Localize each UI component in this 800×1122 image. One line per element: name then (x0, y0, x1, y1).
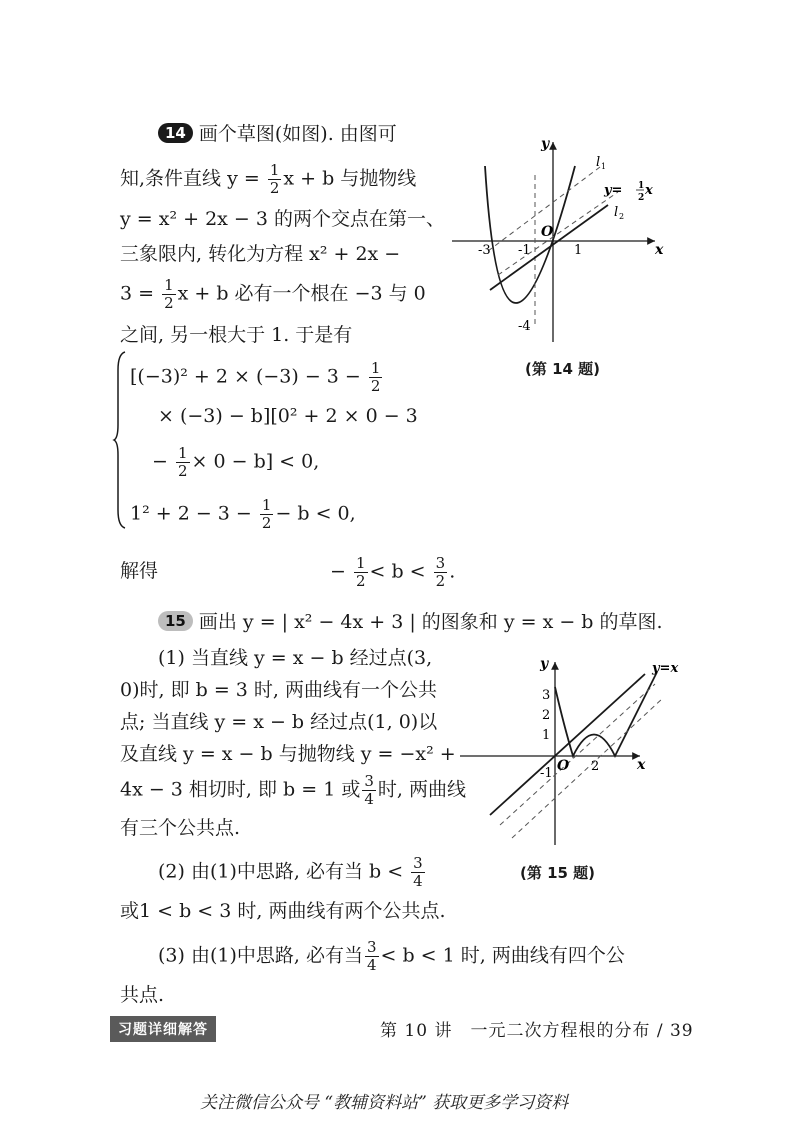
system-line-3: − $\frac{1}{2}$ × 0 − b] < 0, (152, 444, 320, 480)
label-x: x (637, 757, 646, 773)
caption-15: (第 15 题) (520, 864, 596, 882)
system-line-4: 1² + 2 − 3 − $\frac{1}{2}$ − b < 0, (130, 496, 356, 532)
system-line-2: × (−3) − b][0² + 2 × 0 − 3 (158, 405, 418, 427)
tick-m4: -4 (518, 319, 531, 334)
p15-line-4: 点; 当直线 y = x − b 经过点(1, 0)以 (120, 711, 438, 733)
label-origin: O (541, 224, 554, 240)
solve-result: − $\frac{1}{2}$ < b < $\frac{3}{2}$ . (330, 554, 456, 590)
figure-15 (460, 650, 685, 850)
system-line-1: [(−3)² + 2 × (−3) − 3 − $\frac{1}{2}$ (130, 359, 381, 395)
figure-14 (450, 130, 680, 345)
p15-line-9: 或1 < b < 3 时, 两曲线有两个公共点. (120, 900, 446, 922)
section-tag: 习题详细解答 (110, 1016, 216, 1042)
label-x: x (655, 242, 664, 258)
fraction-three-quarters: $\frac{3}{4}$ (364, 772, 374, 808)
line-l2 (498, 192, 618, 275)
p14-line-3: y = x² + 2x − 3 的两个交点在第一、 (120, 208, 445, 230)
left-brace (112, 350, 128, 530)
p15-line-7: 有三个公共点. (120, 817, 241, 839)
parabola (485, 166, 575, 303)
label-l1: l (596, 155, 601, 170)
tick-1: 1 (542, 728, 551, 743)
tick-3: 3 (542, 688, 551, 703)
p15-line-3: 0)时, 即 b = 3 时, 两曲线有一个公共 (120, 679, 437, 701)
solve-label: 解得 (120, 560, 159, 582)
caption-14: (第 14 题) (525, 360, 601, 378)
p15-line-6: 4x − 3 相切时, 即 b = 1 或 $\frac{3}{4}$ 时, 两曲线 (120, 772, 466, 808)
page-footer: 第 10 讲 一元二次方程根的分布 / 39 (380, 1021, 694, 1041)
p15-line-5: 及直线 y = x − b 与抛物线 y = −x² + (120, 743, 456, 765)
eq-frac-den: 2 (638, 193, 645, 203)
label-l2: l (614, 205, 619, 220)
eq-frac-num: 1 (638, 181, 645, 191)
problem-14-badge: 14 (158, 123, 193, 143)
p15-line-8: (2) 由(1)中思路, 必有当 b < $\frac{3}{4}$ (158, 854, 423, 890)
watermark: 关注微信公众号 “教辅资料站” 获取更多学习资料 (200, 1093, 569, 1113)
tick-2: 2 (542, 708, 551, 723)
problem-15-badge: 15 (158, 611, 193, 631)
abs-parabola (555, 672, 657, 756)
line-dashed-1 (500, 684, 655, 825)
fraction-half: $\frac{1}{2}$ (177, 444, 188, 480)
fraction-three-quarters: $\frac{3}{4}$ (366, 938, 377, 974)
p15-line-10: (3) 由(1)中思路, 必有当 $\frac{3}{4}$ < b < 1 时, 两曲线有四个公 (158, 938, 625, 974)
p14-line-5: 3 = $\frac{1}{2}$ x + b 必有一个根在 −3 与 0 (120, 276, 426, 312)
tick-x2: 2 (591, 759, 600, 774)
p14-line-1: 14 画个草图(如图). 由图可 (158, 121, 397, 147)
fraction-half: $\frac{1}{2}$ (355, 554, 366, 590)
p15-line-2: (1) 当直线 y = x − b 经过点(3, (158, 647, 433, 669)
p15-line-11: 共点. (120, 984, 165, 1006)
fraction-three-halves: $\frac{3}{2}$ (435, 554, 446, 590)
label-y: y (541, 136, 550, 152)
p14-line-4: 三象限内, 转化为方程 x² + 2x − (120, 243, 401, 265)
label-eq: y= (604, 183, 623, 198)
tick-m1: -1 (518, 243, 531, 258)
fraction-half: $\frac{1}{2}$ (269, 161, 280, 197)
tick-m1: -1 (540, 766, 553, 781)
p14-line-2: 知,条件直线 y = $\frac{1}{2}$ x + b 与抛物线 (120, 161, 417, 197)
tick-1: 1 (574, 243, 583, 258)
line-y-half-x (490, 205, 608, 290)
label-origin: O (557, 758, 570, 774)
eq-x: x (645, 183, 653, 198)
label-y: y (540, 656, 549, 672)
fraction-three-quarters: $\frac{3}{4}$ (413, 854, 423, 890)
p15-line-1: 15 画出 y = | x² − 4x + 3 | 的图象和 y = x − b 的草图. (158, 609, 663, 635)
label-l2-sub: 2 (619, 212, 625, 221)
label-l1-sub: 1 (601, 162, 607, 171)
fraction-half: $\frac{1}{2}$ (164, 276, 174, 312)
label-eq: y=x (652, 661, 679, 676)
tick-m3: -3 (478, 243, 491, 258)
p14-line-6: 之间, 另一根大于 1. 于是有 (120, 324, 353, 346)
fraction-half: $\frac{1}{2}$ (261, 496, 272, 532)
fraction-half: $\frac{1}{2}$ (370, 359, 381, 395)
